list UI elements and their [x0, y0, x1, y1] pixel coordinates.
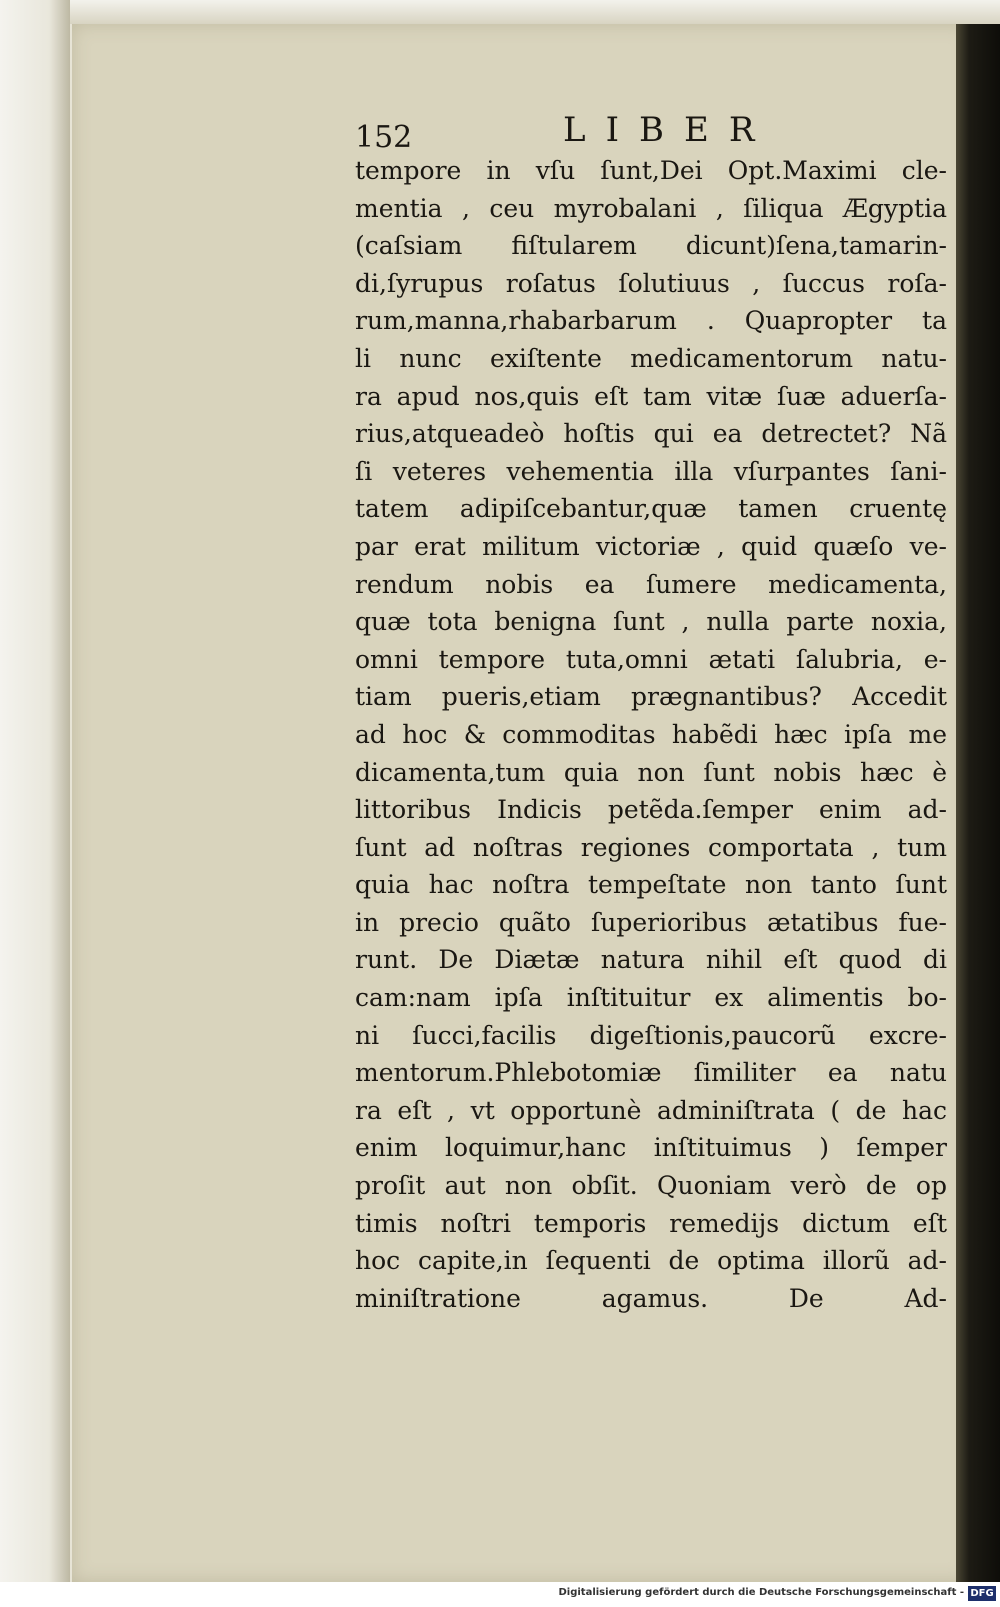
text-line: ra apud nos,quis eſt tam vitæ ſuæ aduerſa- — [355, 381, 947, 411]
text-line: ad hoc & commoditas habẽdi hæc ipſa me — [355, 719, 947, 749]
text-line: di,ſyrupus roſatus ſolutiuus , ſuccus roſa- — [355, 268, 947, 298]
text-line: mentorum.Phlebotomiæ ſimiliter ea natu — [355, 1058, 947, 1088]
text-line: miniſtratione agamus. De Ad- — [355, 1283, 947, 1313]
text-line: li nunc exiſtente medicamentorum natu- — [355, 343, 947, 373]
text-line: ni ſucci,facilis digeſtionis,paucorũ excre- — [355, 1020, 947, 1050]
text-line: (caſsiam fiſtularem dicunt)ſena,tamarin- — [355, 231, 947, 261]
text-line: quæ tota benigna ſunt , nulla parte noxia, — [355, 607, 947, 637]
text-line: littoribus Indicis petẽda.ſemper enim ad- — [355, 795, 947, 825]
text-line: rendum nobis ea ſumere medicamenta, — [355, 569, 947, 599]
text-line: rius,atqueadeò hoſtis qui ea detrectet? Nã — [355, 419, 947, 449]
text-line: proſit aut non obſit. Quoniam verò de op — [355, 1171, 947, 1201]
text-line: par erat militum victoriæ , quid quæſo ve- — [355, 531, 947, 561]
digitization-footer — [0, 1582, 1000, 1607]
text-line: rum,manna,rhabarbarum . Quapropter ta — [355, 306, 947, 336]
text-line: mentia , ceu myrobalani , ſiliqua Ægyptia — [355, 193, 947, 223]
body-text — [355, 152, 947, 1317]
funding-credit: Digitalisierung gefördert durch die Deutsche Forschungsgemeinschaft - — [558, 1587, 964, 1598]
running-head: LIBER — [563, 110, 775, 150]
text-line: dicamenta,tum quia non ſunt nobis hæc è — [355, 757, 947, 787]
text-line: quia hac noſtra tempeſtate non tanto ſunt — [355, 870, 947, 900]
page-number: 152 — [355, 120, 413, 155]
text-line: tempore in vſu ſunt,Dei Opt.Maximi cle- — [355, 156, 947, 185]
text-line: enim loquimur,hanc inſtituimus ) ſemper — [355, 1133, 947, 1163]
text-line: omni tempore tuta,omni ætati ſalubria, e- — [355, 644, 947, 674]
binding-margin-left — [0, 0, 70, 1582]
text-line: hoc capite,in ſequenti de optima illorũ ad- — [355, 1246, 947, 1276]
text-line: runt. De Diætæ natura nihil eſt quod di — [355, 945, 947, 975]
text-line: ſunt ad noſtras regiones comportata , tum — [355, 832, 947, 862]
dfg-logo: DFG — [968, 1586, 996, 1601]
binding-margin-top — [70, 0, 1000, 24]
text-line: ſi veteres vehementia illa vſurpantes ſani- — [355, 456, 947, 486]
text-line: timis noſtri temporis remedijs dictum eſt — [355, 1208, 947, 1238]
text-line: cam:nam ipſa inſtituitur ex alimentis bo- — [355, 983, 947, 1013]
text-line: in precio quãto ſuperioribus ætatibus fue- — [355, 907, 947, 937]
text-line: ra eſt , vt opportunè adminiſtrata ( de hac — [355, 1095, 947, 1125]
page-edge-right — [956, 24, 1000, 1582]
text-line: tatem adipiſcebantur,quæ tamen cruentę — [355, 494, 947, 524]
text-line: tiam pueris,etiam prægnantibus? Accedit — [355, 682, 947, 712]
